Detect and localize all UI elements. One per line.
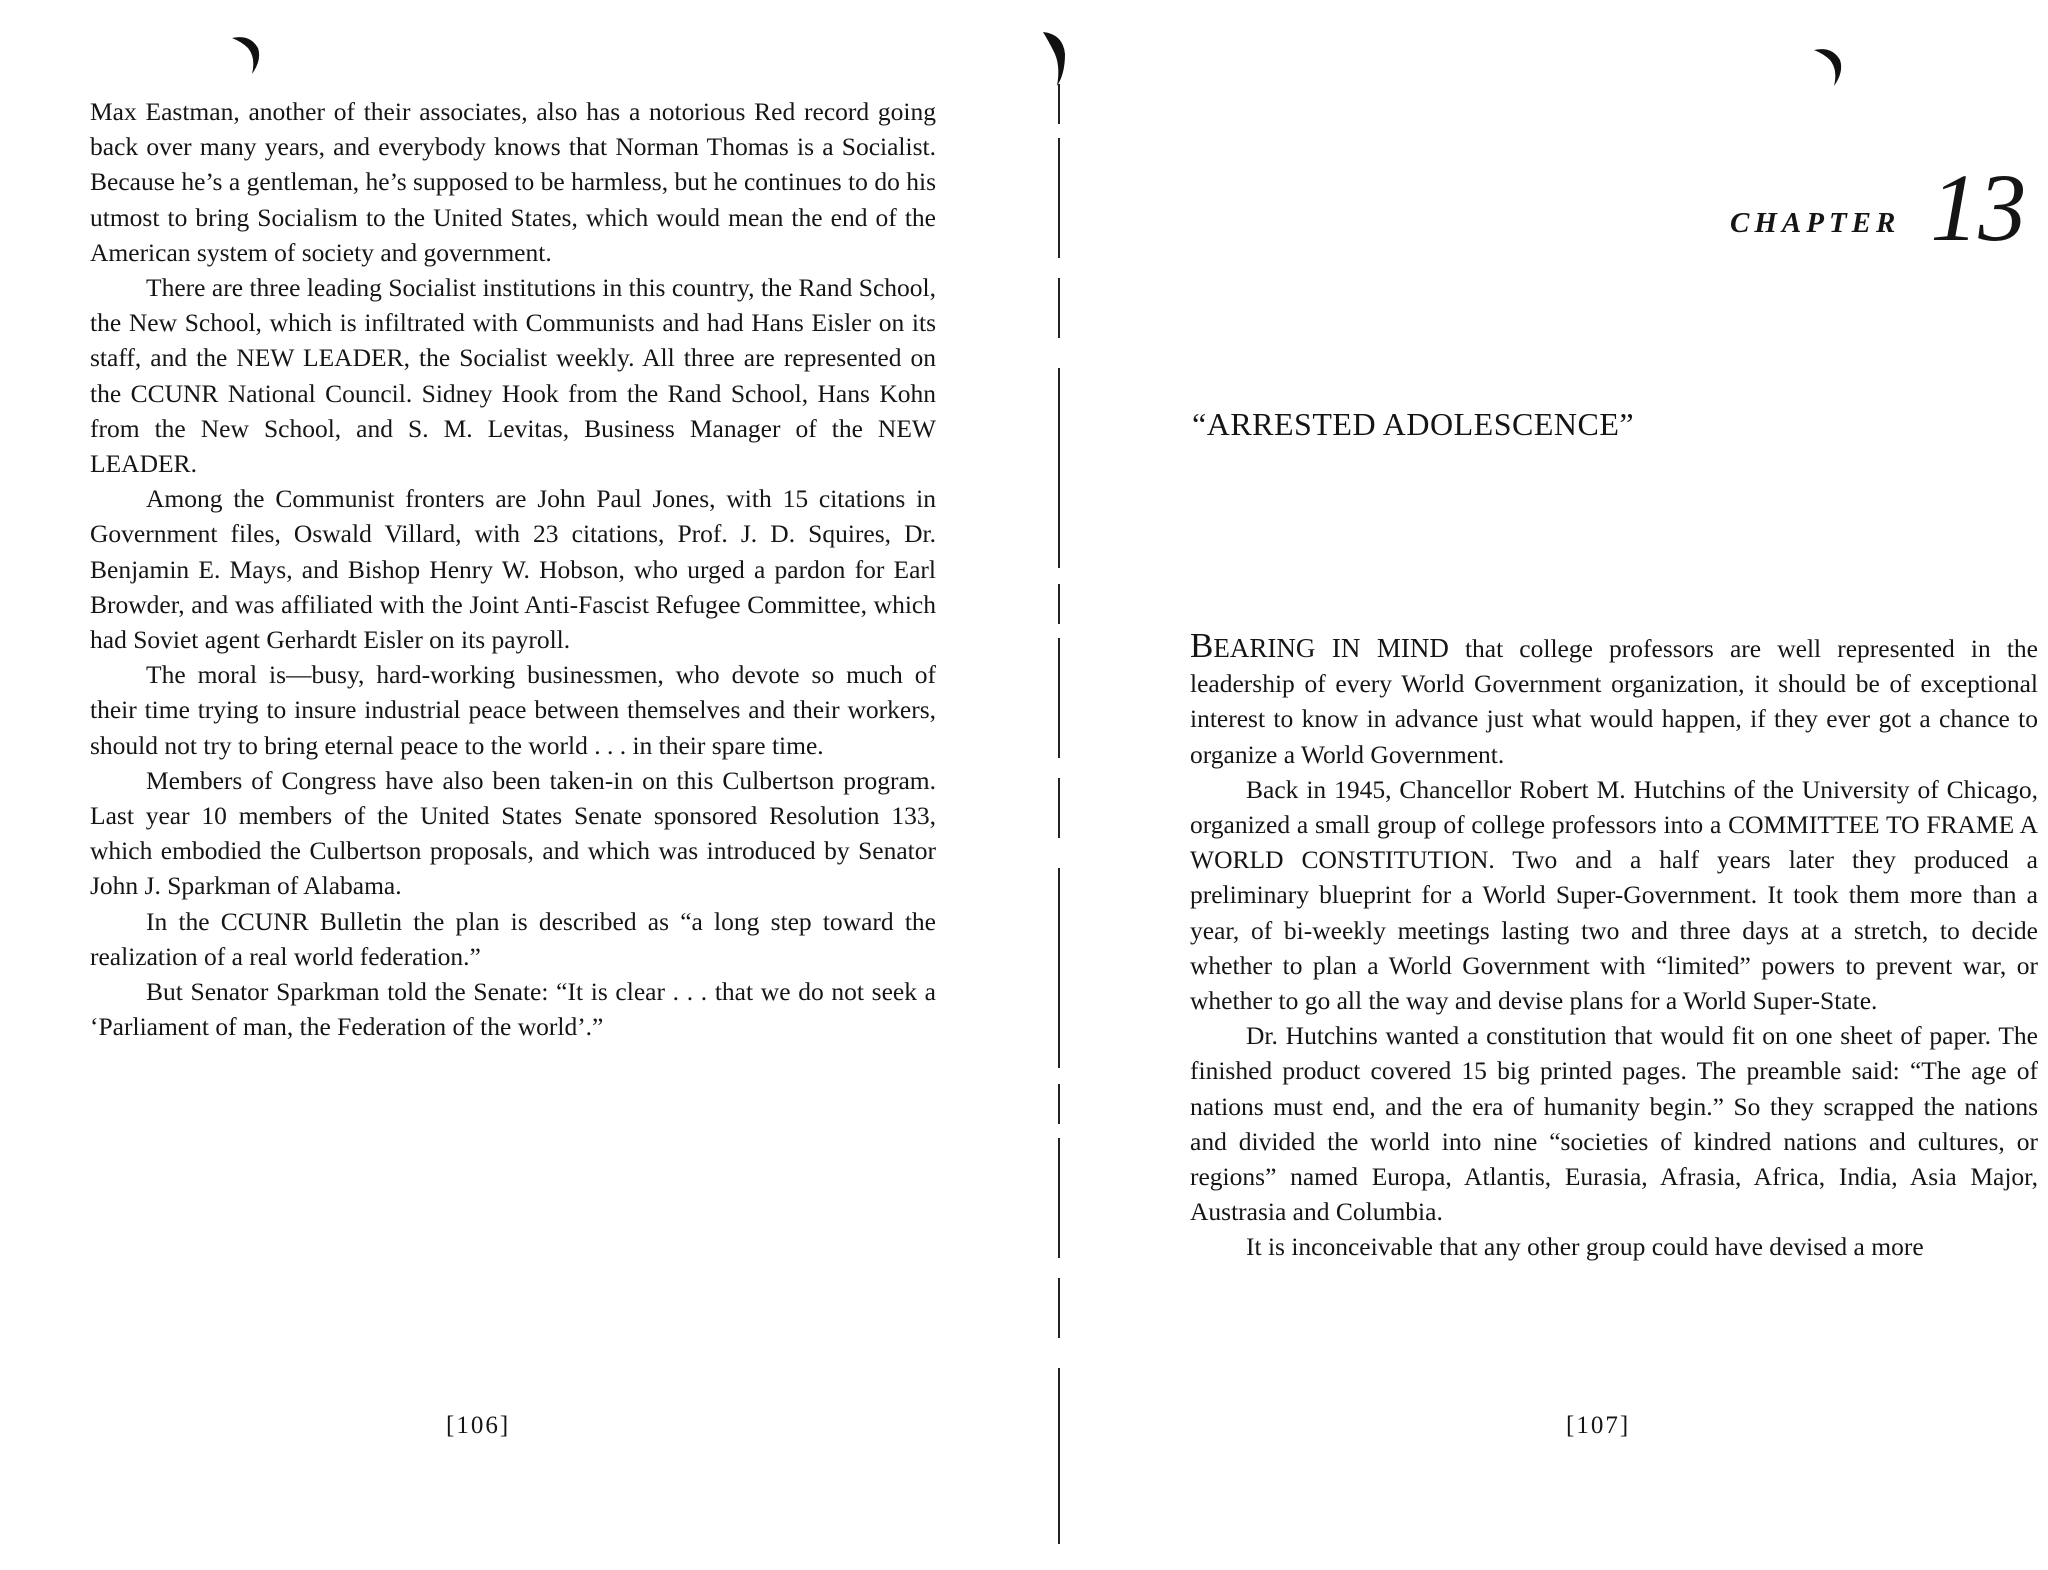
left-body-text (90, 94, 936, 1044)
paragraph: It is inconceivable that any other group could have devised a more (1246, 1232, 1924, 1262)
paragraph: Dr. Hutchins wanted a constitution that would fit on one sheet of paper. The finished product covered 15 big printed pages. The preamble said: “The age of nations must end, and the era of humanity begin.” So they scrapped the nations and divided the world into nine “societies of kindred nations and cultures, or regions” named Europa, Atlantis, Eurasia, Afrasia, Africa, India, Asia Major, Austrasia and Columbia. (1190, 1021, 2038, 1227)
paragraph: The moral is—busy, hard-working businessmen, who devote so much of their time trying to insure industrial peace between themselves and their workers, should not try to bring eternal peace to the world . . . in their spare time. (90, 660, 936, 760)
right-body-text (1190, 628, 2038, 1265)
chapter-label: CHAPTER (1730, 207, 1901, 239)
page-number: [106] (446, 1412, 511, 1439)
paragraph: Max Eastman, another of their associates, also has a notorious Red record going back over many years, and everybody knows that Norman Thomas is a Socialist. Because he’s a gentleman, he’s supposed to be harmless, but he continues to do his utmost to bring Socialism to the United States, which would mean the end of the American system of society and government. (90, 97, 936, 267)
paragraph: Back in 1945, Chancellor Robert M. Hutchins of the University of Chicago, organized a small group of college professors into a COMMITTEE TO FRAME A WORLD CONSTITUTION. Two and a half years later they produced a preliminary blueprint for a World Super-Government. It took them more than a year, of bi-weekly meetings lasting two and three days at a stretch, to decide whether to plan a World Government with “limited” powers to prevent war, or whether to go all the way and devise plans for a World Super-State. (1190, 774, 2038, 1016)
ink-blot-mark (228, 28, 268, 78)
ink-blot-mark (1810, 40, 1850, 90)
opening-text: that college professors are well represented in the leadership of every World Government organization, it should be of exceptional interest to know in advance just what would happen, if they ever got a chance to organize a World Government. (1190, 634, 2038, 769)
paragraph: In the CCUNR Bulletin the plan is described as “a long step toward the realization of a real world federation.” (90, 906, 936, 971)
chapter-number: 13 (1930, 154, 2027, 261)
paragraph: Among the Communist fronters are John Paul Jones, with 15 citations in Government files, Oswald Villard, with 23 citations, Prof. J. D. Squires, Dr. Benjamin E. Mays, and Bishop Henry W. Hobson, who urged a pardon for Earl Browder, and was affiliated with the Joint Anti-Fascist Refugee Committee, which had Soviet agent Gerhardt Eisler on its payroll. (90, 484, 936, 655)
page-number: [107] (1566, 1412, 1631, 1439)
chapter-heading (1730, 154, 2027, 261)
opening-paragraph (1190, 628, 2038, 772)
paragraph: But Senator Sparkman told the Senate: “It is clear . . . that we do not seek a ‘Parliament of man, the Federation of the world’.” (90, 977, 936, 1042)
drop-cap: B (1190, 626, 1214, 665)
paragraph: There are three leading Socialist institutions in this country, the Rand School, the New School, which is infiltrated with Communists and had Hans Eisler on its staff, and the NEW LEADER, the Socialist weekly. All three are represented on the CCUNR National Council. Sidney Hook from the Rand School, Hans Kohn from the New School, and S. M. Levitas, Business Manager of the NEW LEADER. (90, 273, 936, 479)
chapter-title: “ARRESTED ADOLESCENCE” (1192, 406, 1635, 442)
right-page (1030, 0, 2048, 1570)
paragraph: Members of Congress have also been taken-in on this Culbertson program. Last year 10 members of the United States Senate sponsored Resolution 133, which embodied the Culbertson proposals, and which was introduced by Senator John J. Sparkman of Alabama. (90, 765, 936, 901)
lead-in: EARING IN MIND (1213, 633, 1449, 663)
